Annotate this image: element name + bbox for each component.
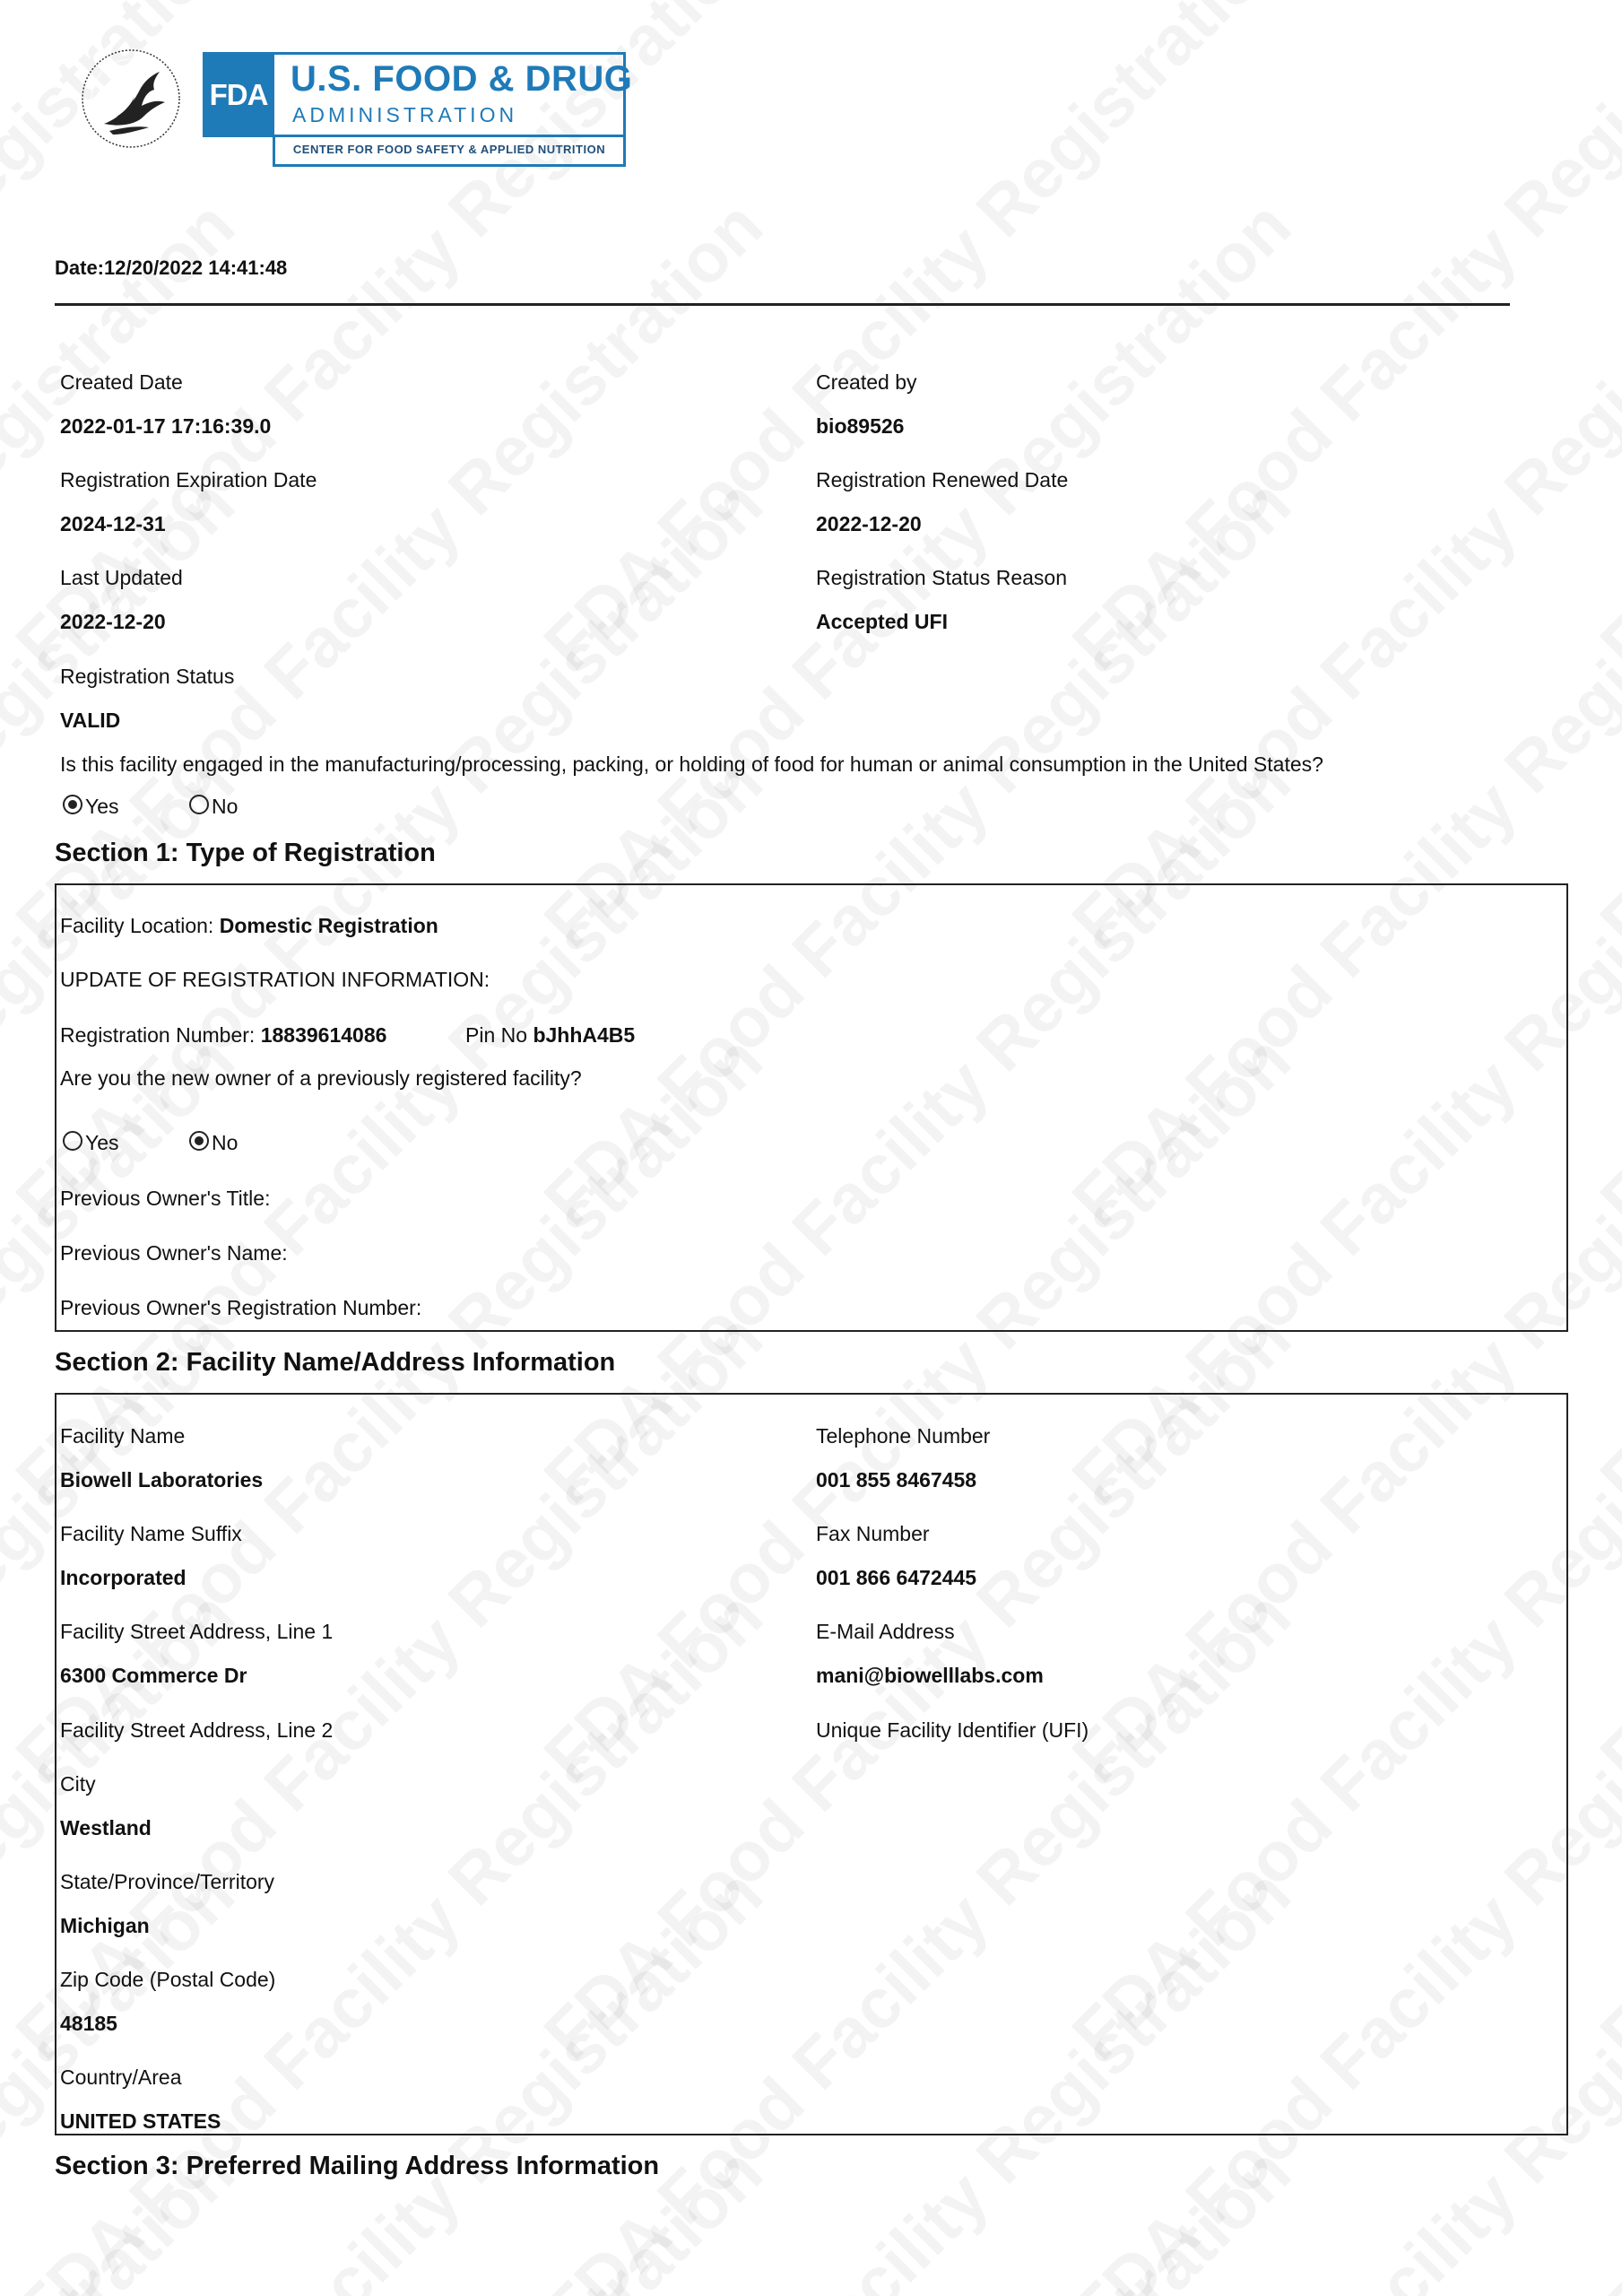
city-value: Westland (60, 1816, 152, 1839)
new-owner-no-label: No (212, 1131, 239, 1154)
fda-title: U.S. FOOD & DRUG (291, 59, 633, 99)
facility-suffix-label: Facility Name Suffix (60, 1522, 242, 1545)
watermark-text (1056, 185, 1622, 963)
pin-label: Pin No (465, 1023, 528, 1047)
ufi-label: Unique Facility Identifier (UFI) (816, 1718, 1089, 1742)
facility-name-label: Facility Name (60, 1424, 186, 1448)
fda-logo (203, 52, 633, 169)
prev-owner-reg-label: Previous Owner's Registration Number: (60, 1296, 422, 1319)
fax-label: Fax Number (816, 1522, 930, 1545)
hhs-seal-logo (77, 45, 185, 152)
registration-status-label: Registration Status (60, 665, 235, 688)
engaged-no-radio[interactable] (189, 795, 238, 819)
renewed-date-label: Registration Renewed Date (816, 468, 1069, 491)
radio-selected-icon (189, 1131, 209, 1151)
watermark-text (1584, 741, 1622, 1519)
new-owner-no-radio[interactable] (189, 1131, 238, 1155)
facility-location-label: Facility Location: (60, 914, 214, 937)
created-date-label: Created Date (60, 370, 183, 394)
created-by-label: Created by (816, 370, 917, 394)
renewed-date-value: 2022-12-20 (816, 512, 922, 535)
section3-title: Section 3: Preferred Mailing Address Information (55, 2152, 660, 2180)
fax-value: 001 866 6472445 (816, 1566, 977, 1589)
facility-suffix-value: Incorporated (60, 1566, 186, 1589)
zip-value: 48185 (60, 2012, 117, 2035)
created-by-value: bio89526 (816, 414, 905, 438)
last-updated-label: Last Updated (60, 566, 183, 589)
section2-title: Section 2: Facility Name/Address Information (55, 1348, 616, 1377)
state-value: Michigan (60, 1914, 150, 1937)
watermark-text (1584, 1853, 1622, 2296)
street2-label: Facility Street Address, Line 2 (60, 1718, 334, 1742)
pin-value: bJhhA4B5 (533, 1023, 636, 1047)
section2-box (55, 1393, 1568, 2135)
watermark-text (1584, 1019, 1622, 1797)
engaged-yes-label: Yes (85, 795, 119, 818)
radio-empty-icon (63, 1131, 82, 1151)
section1-title: Section 1: Type of Registration (55, 839, 436, 867)
watermark-text (1584, 185, 1622, 963)
facility-location-value: Domestic Registration (219, 914, 438, 937)
fda-title-box (273, 52, 633, 137)
status-reason-value: Accepted UFI (816, 610, 948, 633)
telephone-value: 001 855 8467458 (816, 1468, 977, 1492)
print-date: Date:12/20/2022 14:41:48 (55, 257, 288, 279)
watermark-text (1584, 463, 1622, 1241)
street1-value: 6300 Commerce Dr (60, 1664, 247, 1687)
fda-mark: FDA (203, 52, 274, 137)
registration-number-label: Registration Number: (60, 1023, 256, 1047)
registration-number (60, 1023, 386, 1048)
engaged-yes-radio[interactable] (63, 795, 119, 819)
watermark-text (1584, 0, 1622, 685)
engaged-no-label: No (212, 795, 239, 818)
watermark-text (1584, 1575, 1622, 2296)
watermark-text (1056, 0, 1622, 685)
new-owner-yes-radio[interactable] (63, 1131, 119, 1155)
new-owner-question: Are you the new owner of a previously registered facility? (60, 1066, 582, 1090)
expiration-date-label: Registration Expiration Date (60, 468, 317, 491)
fda-subtitle: ADMINISTRATION (292, 103, 518, 126)
telephone-label: Telephone Number (816, 1424, 991, 1448)
status-reason-label: Registration Status Reason (816, 566, 1067, 589)
prev-owner-name-label: Previous Owner's Name: (60, 1241, 288, 1265)
prev-owner-title-label: Previous Owner's Title: (60, 1187, 271, 1210)
update-heading: UPDATE OF REGISTRATION INFORMATION: (60, 968, 490, 991)
fda-center-name: CENTER FOR FOOD SAFETY & APPLIED NUTRITION (273, 135, 626, 167)
header-divider (55, 303, 1510, 306)
engaged-question: Is this facility engaged in the manufacturing/processing, packing, or holding of food for human or animal consumption in the United States? (60, 752, 1323, 776)
watermark-text (1584, 1297, 1622, 2075)
last-updated-value: 2022-12-20 (60, 610, 166, 633)
watermark-text (1584, 2131, 1622, 2296)
new-owner-yes-label: Yes (85, 1131, 119, 1154)
email-label: E-Mail Address (816, 1620, 955, 1643)
radio-selected-icon (63, 795, 82, 814)
street1-label: Facility Street Address, Line 1 (60, 1620, 334, 1643)
created-date-value: 2022-01-17 17:16:39.0 (60, 414, 272, 438)
watermark-text (1056, 2131, 1622, 2296)
state-label: State/Province/Territory (60, 1870, 275, 1893)
expiration-date-value: 2024-12-31 (60, 512, 166, 535)
facility-location (60, 914, 438, 938)
facility-name-value: Biowell Laboratories (60, 1468, 264, 1492)
pin-number (465, 1023, 635, 1048)
registration-status-value: VALID (60, 709, 121, 732)
country-label: Country/Area (60, 2066, 182, 2089)
country-value: UNITED STATES (60, 2109, 221, 2133)
radio-empty-icon (189, 795, 209, 814)
city-label: City (60, 1772, 96, 1796)
email-value: mani@biowelllabs.com (816, 1664, 1044, 1687)
zip-label: Zip Code (Postal Code) (60, 1968, 276, 1991)
registration-number-value: 18839614086 (260, 1023, 387, 1047)
